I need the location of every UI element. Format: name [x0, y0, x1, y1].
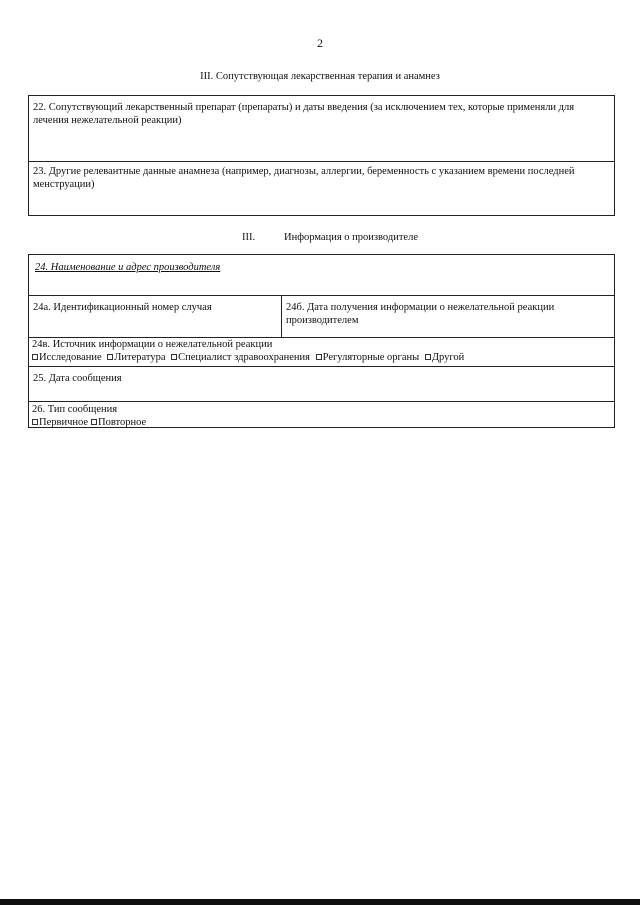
- option-other[interactable]: [425, 352, 464, 363]
- field-24v-cell: [29, 337, 614, 367]
- checkbox-icon[interactable]: [91, 419, 97, 425]
- field-26-label: 26. Тип сообщения: [32, 404, 118, 415]
- option-regulatory[interactable]: [316, 352, 420, 363]
- option-followup-label: Повторное: [98, 417, 147, 429]
- option-initial-label: Первичное: [39, 417, 89, 429]
- option-health-professional-label: Специалист здравоохранения: [178, 352, 310, 364]
- field-26-options: [32, 416, 610, 429]
- field-22-label: 22. Сопутствующий лекарственный препарат (препараты) и даты введения (за исключением тех, которые применяли для лечения нежелательной реакции): [33, 102, 575, 127]
- checkbox-icon[interactable]: [32, 354, 38, 360]
- option-health-professional[interactable]: [171, 352, 310, 363]
- checkbox-icon[interactable]: [316, 354, 322, 360]
- field-24a-cell[interactable]: [29, 296, 281, 336]
- field-24v-label: 24в. Источник информации о нежелательной реакции: [32, 339, 273, 350]
- field-24-cell[interactable]: [29, 255, 614, 295]
- option-initial[interactable]: [32, 417, 88, 428]
- scan-bottom-edge: [0, 899, 640, 905]
- option-regulatory-label: Регуляторные органы: [322, 352, 420, 364]
- field-25-cell[interactable]: [29, 367, 614, 401]
- field-23-cell[interactable]: [29, 162, 614, 215]
- field-24-label: 24. Наименование и адрес производителя: [35, 262, 221, 273]
- field-24b-cell[interactable]: [282, 296, 614, 336]
- page-number: 2: [317, 36, 323, 50]
- option-followup[interactable]: [91, 417, 146, 428]
- checkbox-icon[interactable]: [171, 354, 177, 360]
- option-other-label: Другой: [431, 352, 465, 364]
- option-literature[interactable]: [107, 352, 165, 363]
- checkbox-icon[interactable]: [32, 419, 38, 425]
- field-24a-label: 24а. Идентификационный номер случая: [33, 302, 212, 313]
- field-25-label: 25. Дата сообщения: [33, 373, 122, 384]
- checkbox-icon[interactable]: [425, 354, 431, 360]
- field-22-cell[interactable]: [29, 96, 614, 162]
- field-26-cell: [29, 402, 614, 427]
- checkbox-icon[interactable]: [107, 354, 113, 360]
- concomitant-table: [28, 95, 615, 216]
- option-literature-label: Литература: [114, 352, 166, 364]
- section-manufacturer-numeral: III.: [242, 232, 256, 243]
- field-24b-label: 24б. Дата получения информации о нежелательной реакции производителем: [286, 302, 555, 327]
- field-23-label: 23. Другие релевантные данные анамнеза (например, диагнозы, аллергии, беременность с указанием времени последней менструации): [33, 166, 575, 191]
- manufacturer-table: [28, 254, 615, 428]
- option-research[interactable]: [32, 352, 102, 363]
- section-manufacturer-title: Информация о производителе: [284, 232, 418, 243]
- field-24v-options: [32, 351, 610, 364]
- section-concomitant-title: III. Сопутствующая лекарственная терапия и анамнез: [200, 71, 440, 82]
- option-research-label: Исследование: [39, 352, 102, 364]
